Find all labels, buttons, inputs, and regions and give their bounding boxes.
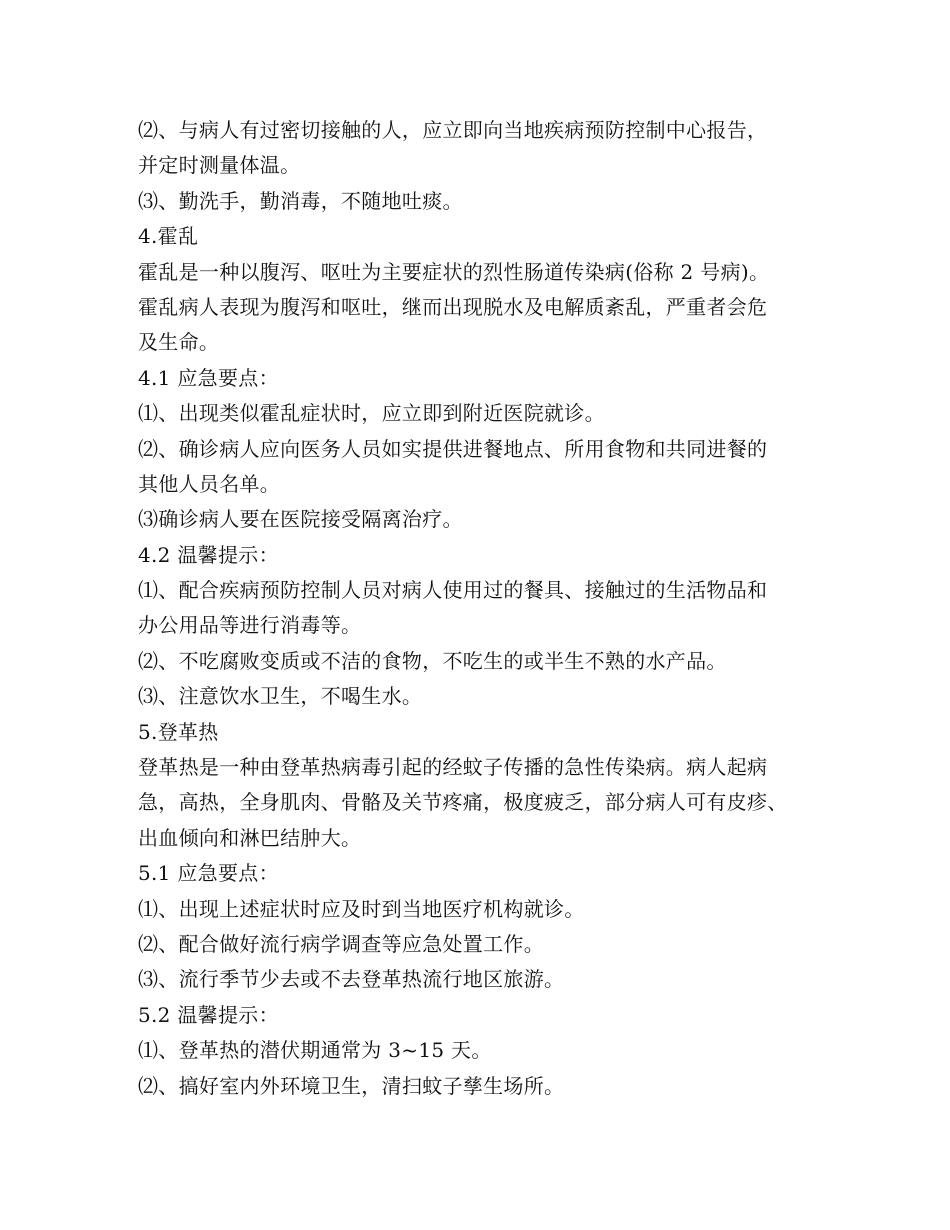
text-line: ⑵、确诊病人应向医务人员如实提供进餐地点、所用食物和共同进餐的	[138, 436, 768, 461]
subsection-heading: 5.1 应急要点：	[138, 861, 279, 886]
text-line: 霍乱是一种以腹泻、呕吐为主要症状的烈性肠道传染病(俗称 2 号病)。	[138, 259, 770, 284]
subsection-heading: 5.2 温馨提示：	[138, 1002, 279, 1027]
text-line: 并定时测量体温。	[138, 153, 301, 178]
text-line: 霍乱病人表现为腹泻和呕吐，继而出现脱水及电解质紊乱，严重者会危	[138, 294, 768, 319]
text-line: ⑶、流行季节少去或不去登革热流行地区旅游。	[138, 967, 565, 992]
text-line: ⑶、勤洗手，勤消毒，不随地吐痰。	[138, 188, 463, 213]
text-line: ⑶、注意饮水卫生，不喝生水。	[138, 684, 423, 709]
text-line: 及生命。	[138, 330, 220, 355]
text-line: ⑵、不吃腐败变质或不洁的食物，不吃生的或半生不熟的水产品。	[138, 648, 727, 673]
text-line: 出血倾向和淋巴结肿大。	[138, 825, 362, 850]
document-body	[138, 113, 838, 1104]
section-heading: 5.登革热	[138, 719, 219, 744]
subsection-heading: 4.2 温馨提示：	[138, 542, 279, 567]
text-line: 登革热是一种由登革热病毒引起的经蚊子传播的急性传染病。病人起病	[138, 755, 768, 780]
text-line: ⑵、配合做好流行病学调查等应急处置工作。	[138, 931, 544, 956]
text-line: 其他人员名单。	[138, 471, 281, 496]
text-line: ⑶确诊病人要在医院接受隔离治疗。	[138, 507, 463, 532]
text-line: 办公用品等进行消毒等。	[138, 613, 362, 638]
text-line: ⑵、与病人有过密切接触的人，应立即向当地疾病预防控制中心报告，	[138, 118, 768, 142]
text-line: ⑴、出现类似霍乱症状时，应立即到附近医院就诊。	[138, 401, 605, 426]
text-line: ⑴、出现上述症状时应及时到当地医疗机构就诊。	[138, 896, 585, 921]
text-line: ⑴、登革热的潜伏期通常为 3~15 天。	[138, 1038, 492, 1063]
section-heading: 4.霍乱	[138, 224, 199, 249]
subsection-heading: 4.1 应急要点：	[138, 365, 279, 390]
text-line: ⑵、搞好室内外环境卫生，清扫蚊子孳生场所。	[138, 1073, 565, 1098]
text-line: 急，高热，全身肌肉、骨骼及关节疼痛，极度疲乏，部分病人可有皮疹、	[138, 790, 788, 815]
text-line: ⑴、配合疾病预防控制人员对病人使用过的餐具、接触过的生活物品和	[138, 578, 768, 603]
